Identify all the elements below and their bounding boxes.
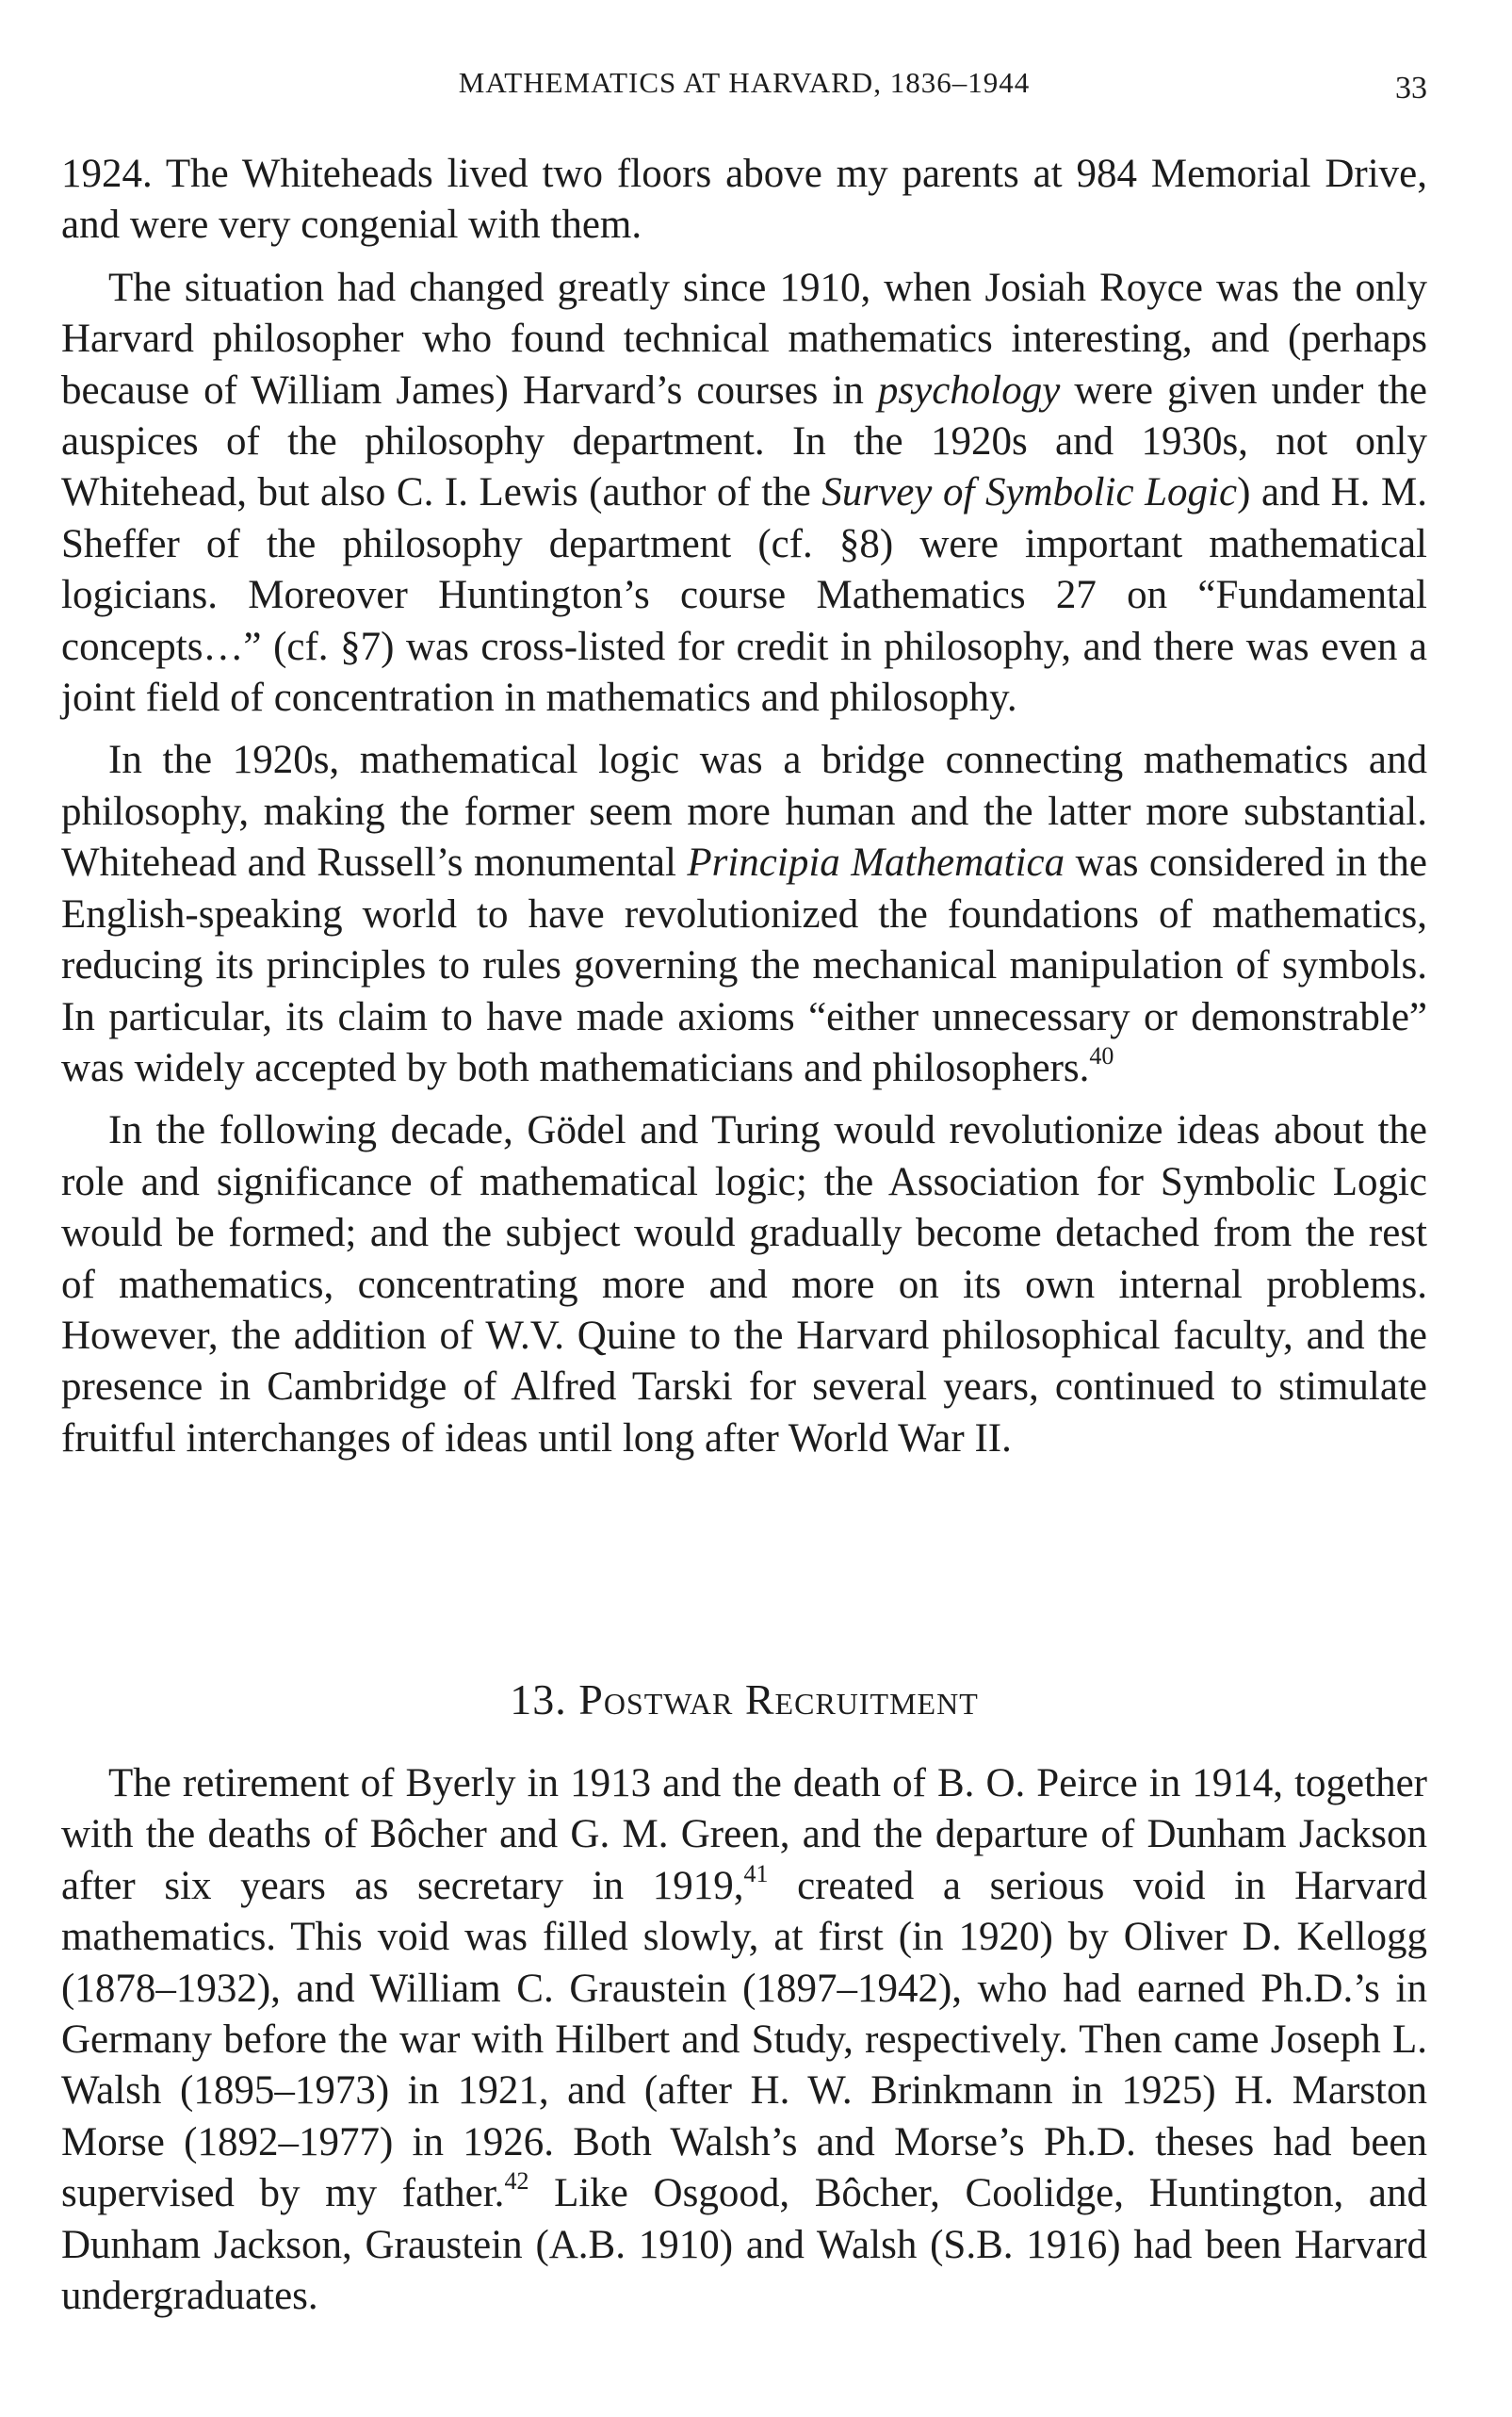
running-head [61,55,1427,111]
text-run: The retirement of Byerly in 1913 and the death of B. O. Peirce in 1914, together with the deaths of Bôcher and G. M. Green, and the departure of Dunham Jackson after six years as secretary in 1919, [61,1761,1427,1908]
text-run: created a serious void in Harvard mathematics. This void was filled slowly, at first (in 1920) by Oliver D. Kellogg (1878–1932), and William C. Graustein (1897–1942), who had earned Ph.D.’s in Germany before the war with Hilbert and Study, respectively. Then came Joseph L. Walsh (1895–1973) in 1921, and (after H. W. Brinkmann in 1925) H. Marston Morse (1892–1977) in 1926. Both Walsh’s and Morse’s Ph.D. theses had been supervised by my father. [61,1863,1427,2216]
text-run: was considered in the English-speaking world to have revolutionized the foundations of mathematics, reducing its principles to rules governing the mechanical manipulation of symbols. In particular, its claim to have made axioms “either unnecessary or demonstrable” was widely accepted by both mathematicians and philosophers. [61,841,1428,1090]
text-run: In the 1920s, mathematical logic was a bridge connecting mathematics and philosophy, making the former seem more human and the latter more substantial. Whitehead and Russell’s monumental [61,738,1427,886]
paragraph [61,1758,1427,2322]
section-heading: 13. Postwar Recruitment [510,1675,979,1723]
text-run: Like Osgood, Bôcher, Coolidge, Huntington, and Dunham Jackson, Graustein (A.B. 1910) and Walsh (S.B. 1916) had been Harvard undergraduates. [61,2171,1427,2319]
text-run: 1924. The Whiteheads lived two floors above my parents at 984 Memorial Drive, and were very congenial with them. [61,152,1427,248]
paragraph [61,263,1427,725]
footnote-ref: 42 [504,2167,529,2196]
paragraph [61,1105,1427,1464]
text-run: were given under the auspices of the philosophy department. In the 1920s and 1930s, not only Whitehead, but also C. I. Lewis (author of the [61,367,1427,515]
page-number: 33 [1395,71,1427,106]
paragraph [61,735,1427,1094]
italic-text: Survey of Symbolic Logic [821,470,1238,515]
text-run: ) and H. M. Sheffer of the philosophy department (cf. §8) were important mathematical logicians. Moreover Huntington’s course Mathematics 27 on “Fundamental concepts…” (cf. §7) was cross-listed for credit in philosophy, and there was even a joint field of concentration in mathematics and philosophy. [61,470,1427,721]
italic-text: Principia Mathematica [687,841,1065,886]
book-page [61,0,1427,2417]
running-title: MATHEMATICS AT HARVARD, 1836–1944 [458,66,1031,99]
paragraph [61,149,1427,252]
text-run: In the following decade, Gödel and Turing would revolutionize ideas about the role and significance of mathematical logic; the Association for Symbolic Logic would be formed; and the subject would gradually become detached from the rest of mathematics, concentrating more and more on its own internal problems. However, the addition of W.V. Quine to the Harvard philosophical faculty, and the presence in Cambridge of Alfred Tarski for several years, continued to stimulate fruitful interchanges of ideas until long after World War II. [61,1108,1427,1461]
italic-text: psychology [877,367,1061,413]
text-run: The situation had changed greatly since 1910, when Josiah Royce was the only Harvard philosopher who found technical mathematics interesting, and (perhaps because of William James) Harvard’s courses in [61,265,1427,413]
footnote-ref: 40 [1089,1041,1114,1070]
footnote-ref: 41 [743,1859,769,1887]
body-text [61,149,1427,1476]
section-text [61,1758,1427,2322]
